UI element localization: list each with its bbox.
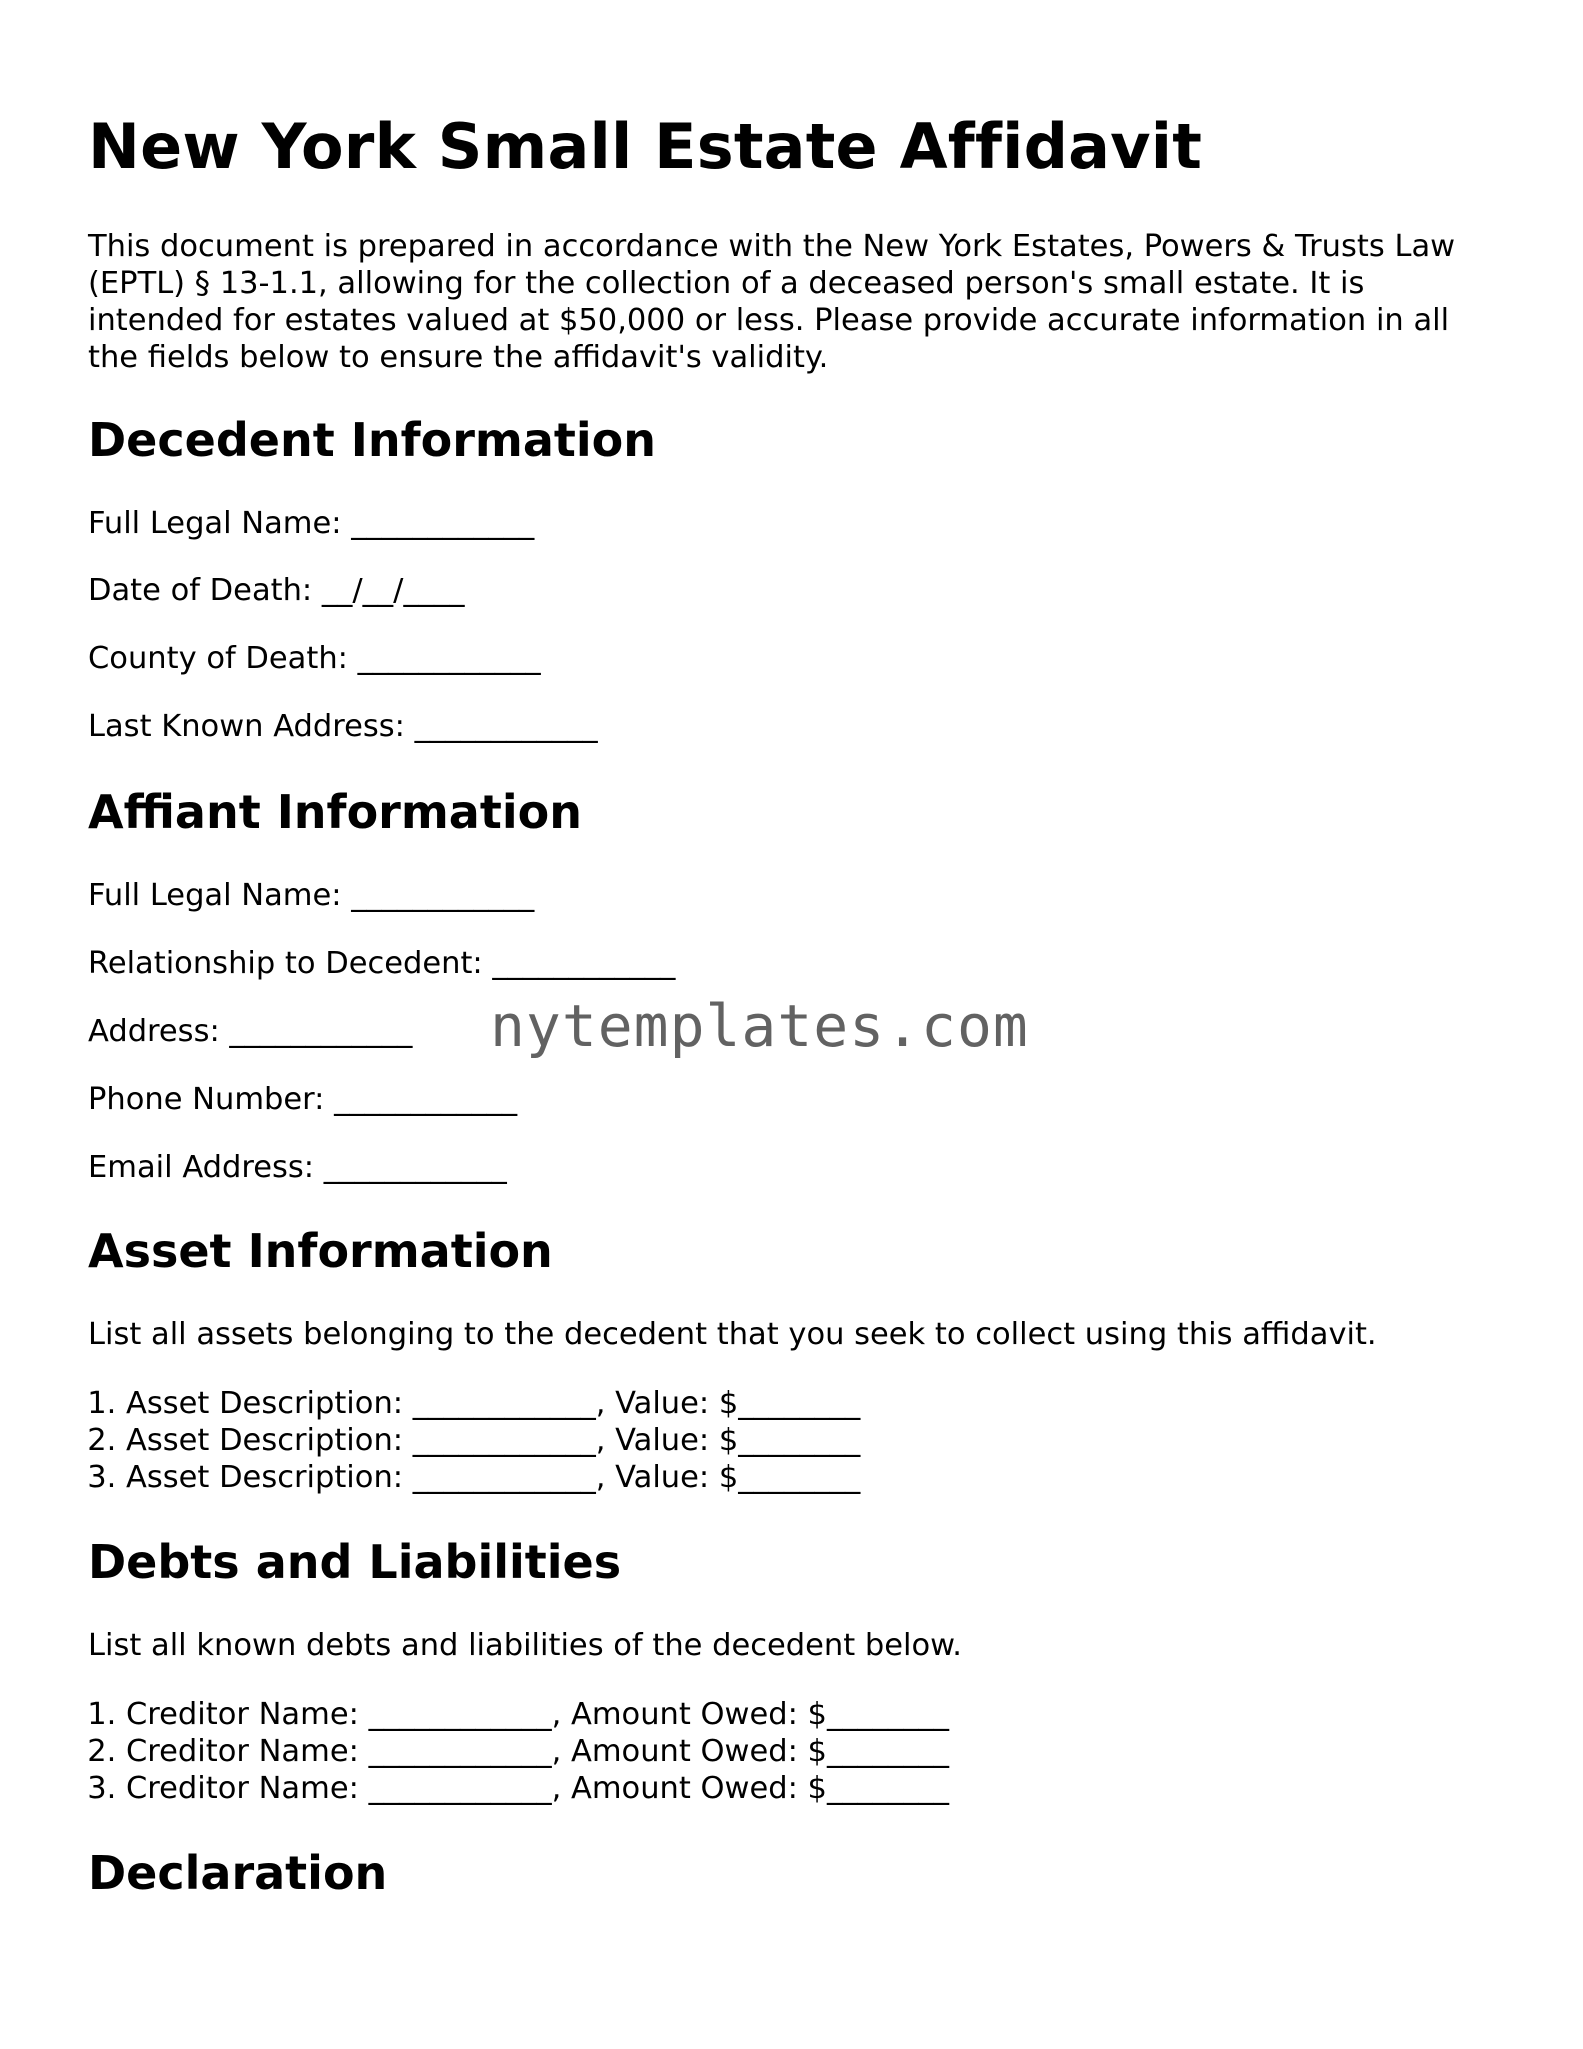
asset-item[interactable]: 1. Asset Description: ____________, Value: $________ [126,1385,860,1422]
debts-heading: Debts and Liabilities [88,1535,622,1589]
affiant-relationship-field[interactable]: Relationship to Decedent: ____________ [88,946,676,981]
page-title: New York Small Estate Affidavit [88,110,1203,183]
asset-item[interactable]: 3. Asset Description: ____________, Value: $________ [126,1459,860,1496]
decedent-county-field[interactable]: County of Death: ____________ [88,641,541,676]
intro-paragraph: This document is prepared in accordance with the New York Estates, Powers & Trusts Law (EPTL) § 13-1.1, allowing for the collection of a deceased person's small estate. It is intended for estates valued at $50,000 or less. Please provide accurate information in all the fields below to ensure the affidavit's validity. [88,229,1456,375]
site-watermark: nytemplates.com [490,992,1029,1060]
affiant-heading: Affiant Information [88,785,582,839]
debts-list [88,1696,949,1807]
assets-heading: Asset Information [88,1224,553,1278]
decedent-death-date-field[interactable]: Date of Death: __/__/____ [88,573,465,608]
decedent-heading: Decedent Information [88,413,656,467]
assets-list [88,1385,860,1496]
affiant-name-field[interactable]: Full Legal Name: ____________ [88,878,535,913]
declaration-heading: Declaration [88,1846,388,1900]
debt-item[interactable]: 2. Creditor Name: ____________, Amount Owed: $________ [126,1733,949,1770]
assets-description: List all assets belonging to the decedent that you seek to collect using this affidavit. [88,1317,1377,1352]
asset-item[interactable]: 2. Asset Description: ____________, Value: $________ [126,1422,860,1459]
debt-item[interactable]: 1. Creditor Name: ____________, Amount Owed: $________ [126,1696,949,1733]
affiant-email-field[interactable]: Email Address: ____________ [88,1150,507,1185]
debt-item[interactable]: 3. Creditor Name: ____________, Amount Owed: $________ [126,1770,949,1807]
decedent-address-field[interactable]: Last Known Address: ____________ [88,709,598,744]
affiant-phone-field[interactable]: Phone Number: ____________ [88,1082,518,1117]
decedent-name-field[interactable]: Full Legal Name: ____________ [88,506,535,541]
debts-description: List all known debts and liabilities of the decedent below. [88,1628,962,1663]
affiant-address-field[interactable]: Address: ____________ [88,1014,413,1049]
